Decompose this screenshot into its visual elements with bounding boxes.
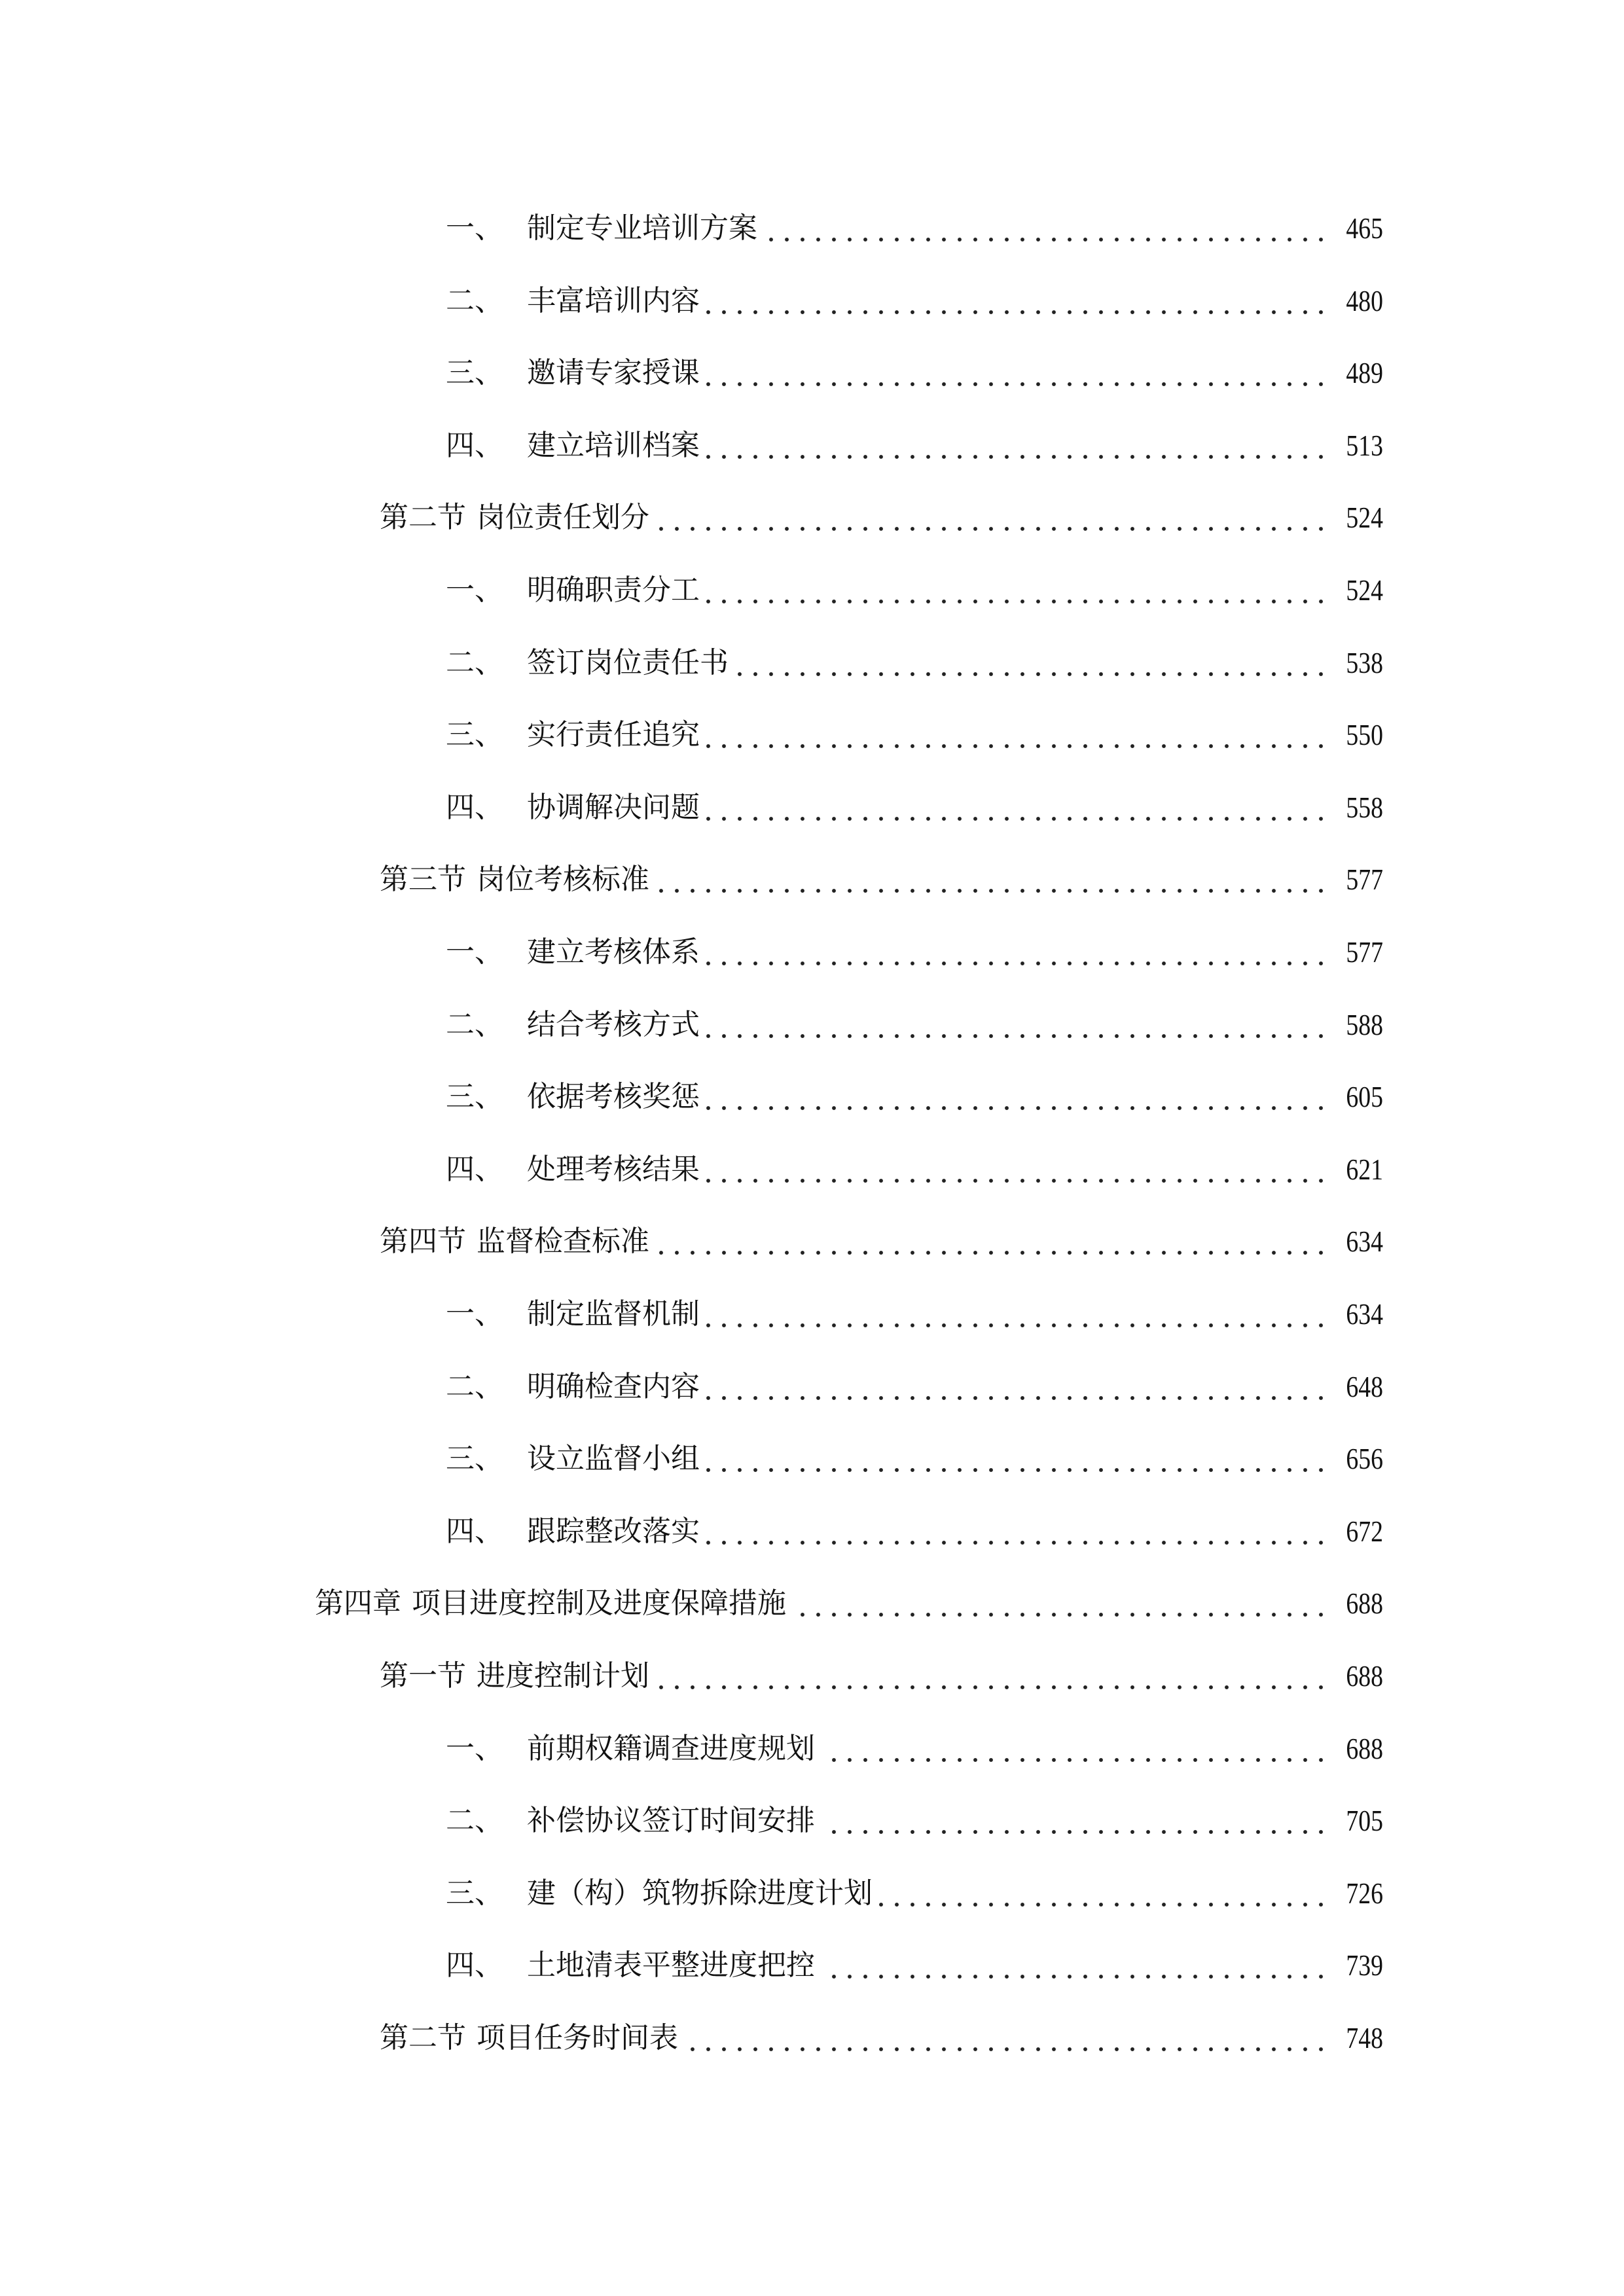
toc-entry-title: 项目进度控制及进度保障措施	[412, 1587, 786, 1621]
toc-entry-title: 跟踪整改落实	[527, 1514, 700, 1548]
toc-entry-title: 建立考核体系	[527, 935, 700, 969]
toc-page-number: 672	[1346, 1514, 1383, 1548]
dot-leader	[706, 281, 1329, 321]
toc-section-entry[interactable]	[380, 860, 1383, 899]
dot-leader	[706, 788, 1329, 827]
toc-item-entry[interactable]	[446, 1801, 1383, 1840]
toc-entry-number: 一、	[446, 1731, 503, 1765]
toc-item-entry[interactable]	[446, 209, 1383, 248]
toc-entry-number: 第二节	[380, 501, 466, 535]
toc-item-entry[interactable]	[446, 1150, 1383, 1189]
dot-leader	[706, 1295, 1329, 1334]
toc-entry-number: 二、	[446, 1804, 503, 1838]
toc-section-entry[interactable]	[380, 2018, 1383, 2058]
toc-item-entry[interactable]	[446, 1439, 1383, 1479]
toc-entry-title: 进度控制计划	[477, 1659, 649, 1693]
dot-leader	[793, 1584, 1329, 1623]
toc-page-number: 688	[1346, 1659, 1383, 1693]
toc-entry-number: 三、	[446, 718, 503, 752]
toc-item-entry[interactable]	[446, 788, 1383, 827]
toc-entry-title: 实行责任追究	[527, 718, 700, 752]
toc-page-number: 648	[1346, 1369, 1383, 1403]
toc-page-number: 524	[1346, 501, 1383, 535]
dot-leader	[656, 1222, 1329, 1261]
toc-entry-number: 第一节	[380, 1659, 466, 1693]
toc-section-entry[interactable]	[380, 1222, 1383, 1261]
toc-entry-number: 四、	[446, 1152, 503, 1186]
toc-entry-title: 签订岗位责任书	[527, 645, 729, 679]
toc-entry-title: 协调解决问题	[527, 790, 700, 824]
toc-entry-title: 岗位考核标准	[477, 863, 649, 897]
toc-item-entry[interactable]	[446, 353, 1383, 393]
dot-leader	[656, 498, 1329, 537]
toc-entry-number: 二、	[446, 1007, 503, 1041]
toc-page-number: 621	[1346, 1152, 1383, 1186]
toc-section-entry[interactable]	[380, 498, 1383, 537]
toc-entry-number: 一、	[446, 935, 503, 969]
toc-entry-title: 设立监督小组	[527, 1442, 700, 1476]
toc-section-entry[interactable]	[380, 1657, 1383, 1696]
toc-page-number: 634	[1346, 1297, 1383, 1331]
toc-page-number: 726	[1346, 1876, 1383, 1910]
toc-item-entry[interactable]	[446, 426, 1383, 465]
toc-entry-number: 第四节	[380, 1225, 466, 1259]
toc-entry-number: 第二节	[380, 2021, 466, 2054]
dot-leader	[706, 1367, 1329, 1407]
toc-page-number: 605	[1346, 1080, 1383, 1114]
toc-entry-title: 项目任务时间表	[477, 2021, 678, 2054]
toc-entry-title: 明确检查内容	[527, 1369, 700, 1403]
toc-item-entry[interactable]	[446, 1077, 1383, 1117]
toc-entry-number: 二、	[446, 645, 503, 679]
toc-entry-title: 监督检查标准	[477, 1225, 649, 1259]
toc-entry-title: 结合考核方式	[527, 1007, 700, 1041]
toc-entry-number: 二、	[446, 1369, 503, 1403]
dot-leader	[706, 1005, 1329, 1045]
toc-page-number: 513	[1346, 428, 1383, 462]
toc-entry-number: 四、	[446, 790, 503, 824]
toc-page-number: 480	[1346, 283, 1383, 317]
toc-page-number: 577	[1346, 935, 1383, 969]
toc-entry-number: 第三节	[380, 863, 466, 897]
dot-leader	[706, 1512, 1329, 1551]
toc-item-entry[interactable]	[446, 1005, 1383, 1045]
toc-item-entry[interactable]	[446, 1295, 1383, 1334]
toc-entry-title: 制定专业培训方案	[527, 211, 757, 245]
dot-leader	[656, 860, 1329, 899]
dot-leader	[706, 1077, 1329, 1117]
toc-page-number: 550	[1346, 718, 1383, 752]
dot-leader	[735, 643, 1329, 683]
toc-page-number: 558	[1346, 790, 1383, 824]
toc-page-number: 748	[1346, 2021, 1383, 2054]
toc-page-number: 705	[1346, 1804, 1383, 1838]
toc-page-number: 688	[1346, 1587, 1383, 1621]
toc-entry-title: 岗位责任划分	[477, 501, 649, 535]
dot-leader	[821, 1801, 1329, 1840]
toc-entry-title: 丰富培训内容	[527, 283, 700, 317]
toc-entry-number: 三、	[446, 1876, 503, 1910]
dot-leader	[706, 1439, 1329, 1479]
toc-item-entry[interactable]	[446, 1512, 1383, 1551]
toc-page-number: 688	[1346, 1731, 1383, 1765]
toc-entry-number: 第四章	[315, 1587, 401, 1621]
toc-page-number: 656	[1346, 1442, 1383, 1476]
dot-leader	[821, 1729, 1329, 1768]
toc-item-entry[interactable]	[446, 281, 1383, 321]
toc-entry-number: 一、	[446, 1297, 503, 1331]
toc-page-number: 634	[1346, 1225, 1383, 1259]
toc-item-entry[interactable]	[446, 1729, 1383, 1768]
toc-entry-number: 一、	[446, 573, 503, 607]
toc-entry-title: 邀请专家授课	[527, 356, 700, 390]
toc-item-entry[interactable]	[446, 715, 1383, 755]
toc-entry-title: 前期权籍调查进度规划	[527, 1731, 815, 1765]
dot-leader	[706, 1150, 1329, 1189]
toc-entry-title: 建（构）筑物拆除进度计划	[527, 1876, 873, 1910]
toc-entry-title: 依据考核奖惩	[527, 1080, 700, 1114]
toc-entry-number: 三、	[446, 1080, 503, 1114]
toc-item-entry[interactable]	[446, 643, 1383, 683]
toc-entry-number: 三、	[446, 1442, 503, 1476]
toc-page-number: 489	[1346, 356, 1383, 390]
toc-entry-title: 处理考核结果	[527, 1152, 700, 1186]
toc-entry-number: 四、	[446, 1948, 503, 1982]
dot-leader	[706, 353, 1329, 393]
toc-item-entry[interactable]	[446, 1367, 1383, 1407]
toc-entry-number: 四、	[446, 428, 503, 462]
toc-entry-title: 建立培训档案	[527, 428, 700, 462]
toc-item-entry[interactable]	[446, 1874, 1383, 1913]
toc-entry-title: 明确职责分工	[527, 573, 700, 607]
toc-entry-number: 三、	[446, 356, 503, 390]
dot-leader	[879, 1874, 1329, 1913]
toc-item-entry[interactable]	[446, 571, 1383, 610]
dot-leader	[706, 933, 1329, 972]
toc-chapter-entry[interactable]	[315, 1584, 1383, 1623]
toc-entry-number: 一、	[446, 211, 503, 245]
toc-page-number: 538	[1346, 645, 1383, 679]
toc-item-entry[interactable]	[446, 933, 1383, 972]
toc-entry-title: 补偿协议签订时间安排	[527, 1804, 815, 1838]
toc-page-number: 577	[1346, 863, 1383, 897]
dot-leader	[706, 715, 1329, 755]
toc-page-number: 465	[1346, 211, 1383, 245]
toc-page-number: 524	[1346, 573, 1383, 607]
dot-leader	[685, 2018, 1329, 2058]
dot-leader	[764, 209, 1329, 248]
toc-entry-title: 土地清表平整进度把控	[527, 1948, 815, 1982]
toc-page-number: 588	[1346, 1007, 1383, 1041]
dot-leader	[821, 1946, 1329, 1985]
toc-item-entry[interactable]	[446, 1946, 1383, 1985]
toc-page-number: 739	[1346, 1948, 1383, 1982]
dot-leader	[706, 426, 1329, 465]
dot-leader	[656, 1657, 1329, 1696]
toc-entry-title: 制定监督机制	[527, 1297, 700, 1331]
toc-entry-number: 四、	[446, 1514, 503, 1548]
dot-leader	[706, 571, 1329, 610]
toc-entry-number: 二、	[446, 283, 503, 317]
